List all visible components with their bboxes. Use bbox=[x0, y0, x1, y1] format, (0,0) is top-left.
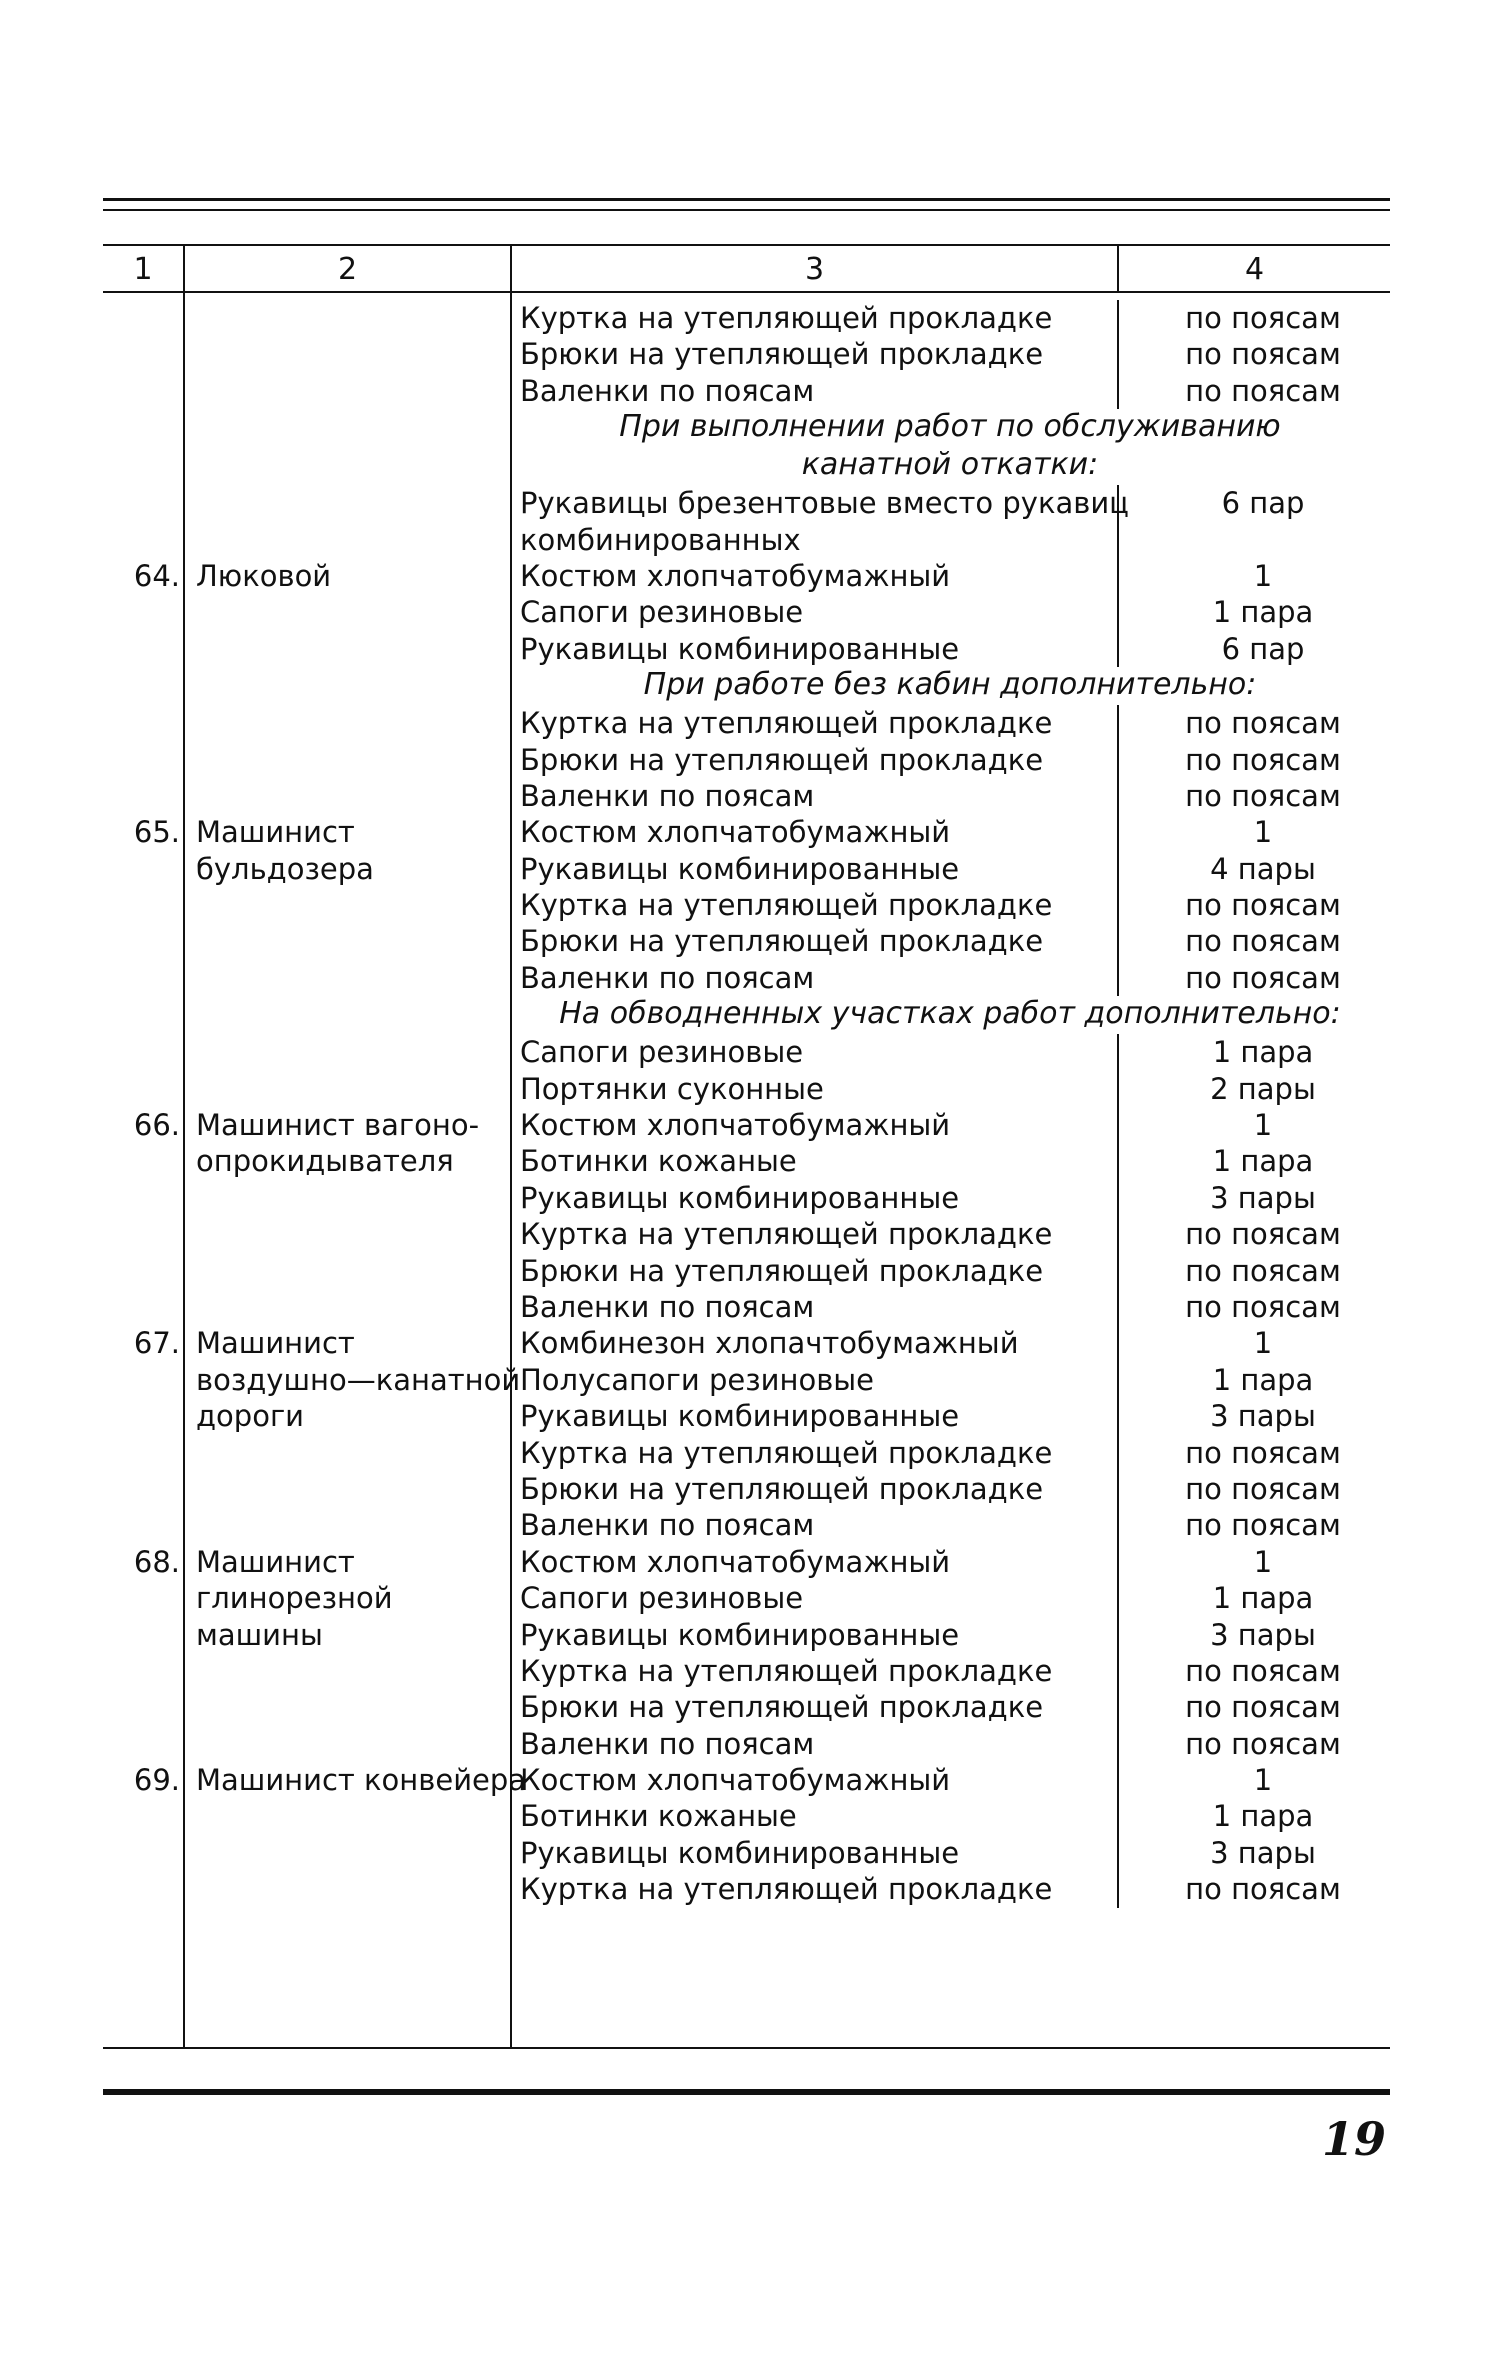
item-quantity: по поясам bbox=[1185, 1289, 1341, 1324]
profession-name: глинорезной bbox=[196, 1581, 393, 1616]
item-name: Рукавицы комбинированные bbox=[520, 1835, 960, 1870]
item-quantity: по поясам bbox=[1185, 742, 1341, 777]
table-row bbox=[0, 300, 1501, 336]
header-col-2: 2 bbox=[337, 252, 358, 287]
table-row bbox=[0, 1143, 1501, 1179]
item-quantity: по поясам bbox=[1185, 778, 1341, 813]
item-quantity: по поясам bbox=[1185, 1253, 1341, 1288]
item-quantity: 1 bbox=[1253, 1108, 1273, 1143]
header-bottom-border bbox=[103, 291, 1390, 293]
item-name: Брюки на утепляющей прокладке bbox=[520, 1690, 1044, 1725]
table-row bbox=[0, 1180, 1501, 1216]
item-name: Куртка на утепляющей прокладке bbox=[520, 1872, 1053, 1907]
table-bottom-border bbox=[103, 2047, 1390, 2049]
profession-name: опрокидывателя bbox=[196, 1144, 454, 1179]
item-name: Валенки по поясам bbox=[520, 1289, 815, 1324]
item-name: Куртка на утепляющей прокладке bbox=[520, 1217, 1053, 1252]
item-name: Костюм хлопчатобумажный bbox=[520, 1108, 951, 1143]
item-quantity: 1 пара bbox=[1212, 595, 1314, 630]
item-quantity: 3 пары bbox=[1210, 1617, 1316, 1652]
profession-name: Люковой bbox=[196, 558, 332, 593]
item-name: Сапоги резиновые bbox=[520, 1035, 804, 1070]
note-row bbox=[0, 667, 1501, 705]
item-quantity: по поясам bbox=[1185, 1690, 1341, 1725]
table-row bbox=[0, 742, 1501, 778]
table-row bbox=[0, 1253, 1501, 1289]
item-name: Сапоги резиновые bbox=[520, 1581, 804, 1616]
table-row bbox=[0, 631, 1501, 667]
item-name: Костюм хлопчатобумажный bbox=[520, 1763, 951, 1798]
row-number: 65. bbox=[133, 815, 180, 850]
table-row bbox=[0, 336, 1501, 372]
table-row bbox=[0, 1398, 1501, 1434]
table-row bbox=[0, 1507, 1501, 1543]
item-quantity: по поясам bbox=[1185, 960, 1341, 995]
item-quantity: 1 bbox=[1253, 815, 1273, 850]
table-row bbox=[0, 1835, 1501, 1871]
table-row bbox=[0, 1726, 1501, 1762]
item-name: Куртка на утепляющей прокладке bbox=[520, 706, 1053, 741]
item-name: Куртка на утепляющей прокладке bbox=[520, 888, 1053, 923]
row-number: 69. bbox=[133, 1763, 180, 1798]
table-row bbox=[0, 778, 1501, 814]
table-row bbox=[0, 1034, 1501, 1070]
item-name: Брюки на утепляющей прокладке bbox=[520, 924, 1044, 959]
item-name: Брюки на утепляющей прокладке bbox=[520, 742, 1044, 777]
item-quantity: 3 пары bbox=[1210, 1835, 1316, 1870]
profession-name: Машинист конвейера bbox=[196, 1763, 527, 1798]
table-row bbox=[0, 1798, 1501, 1834]
table-row bbox=[0, 887, 1501, 923]
item-quantity: 3 пары bbox=[1210, 1180, 1316, 1215]
item-name: Портянки суконные bbox=[520, 1071, 824, 1106]
note-row bbox=[0, 996, 1501, 1034]
table-row bbox=[0, 1362, 1501, 1398]
item-name: комбинированных bbox=[520, 522, 801, 557]
table-row bbox=[0, 594, 1501, 630]
footer-rule bbox=[103, 2089, 1390, 2095]
item-quantity: по поясам bbox=[1185, 1217, 1341, 1252]
note-row bbox=[0, 447, 1501, 485]
item-quantity: по поясам bbox=[1185, 706, 1341, 741]
item-name: Валенки по поясам bbox=[520, 1508, 815, 1543]
item-name: Сапоги резиновые bbox=[520, 595, 804, 630]
item-quantity: по поясам bbox=[1185, 301, 1341, 335]
item-name: Валенки по поясам bbox=[520, 373, 815, 408]
table-row bbox=[0, 1216, 1501, 1252]
header-col-3: 3 bbox=[804, 252, 825, 287]
table-row bbox=[0, 558, 1501, 594]
item-name: Рукавицы комбинированные bbox=[520, 1617, 960, 1652]
table-row bbox=[0, 1107, 1501, 1143]
item-quantity: по поясам bbox=[1185, 888, 1341, 923]
section-note: При выполнении работ по обслуживанию bbox=[619, 409, 1281, 445]
item-quantity: 6 пар bbox=[1221, 486, 1305, 521]
table-row bbox=[0, 814, 1501, 850]
item-name: Рукавицы комбинированные bbox=[520, 631, 960, 666]
profession-name: Машинист вагоно- bbox=[196, 1108, 480, 1143]
table-row bbox=[0, 1325, 1501, 1361]
item-name: Куртка на утепляющей прокладке bbox=[520, 301, 1053, 335]
item-name: Валенки по поясам bbox=[520, 1726, 815, 1761]
table-top-border bbox=[103, 244, 1390, 246]
profession-name: машины bbox=[196, 1617, 323, 1652]
item-quantity: 1 bbox=[1253, 1763, 1273, 1798]
table-row bbox=[0, 1617, 1501, 1653]
table-row bbox=[0, 373, 1501, 409]
profession-name: Машинист bbox=[196, 1326, 355, 1361]
top-rule-thin bbox=[103, 209, 1390, 211]
table-row bbox=[0, 1871, 1501, 1907]
table-row bbox=[0, 1471, 1501, 1507]
profession-name: дороги bbox=[196, 1399, 305, 1434]
top-rule-thick bbox=[103, 198, 1390, 201]
header-col-4: 4 bbox=[1244, 252, 1265, 287]
row-number: 66. bbox=[133, 1108, 180, 1143]
table-row bbox=[0, 1580, 1501, 1616]
item-name: Куртка на утепляющей прокладке bbox=[520, 1435, 1053, 1470]
item-quantity: 2 пары bbox=[1210, 1071, 1316, 1106]
table-row bbox=[0, 1289, 1501, 1325]
item-quantity: 1 пара bbox=[1212, 1035, 1314, 1070]
item-name: Брюки на утепляющей прокладке bbox=[520, 1253, 1044, 1288]
item-name: Ботинки кожаные bbox=[520, 1799, 797, 1834]
item-name: Рукавицы комбинированные bbox=[520, 851, 960, 886]
item-quantity: 6 пар bbox=[1221, 631, 1305, 666]
item-name: Валенки по поясам bbox=[520, 778, 815, 813]
item-name: Брюки на утепляющей прокладке bbox=[520, 337, 1044, 372]
item-quantity: по поясам bbox=[1185, 337, 1341, 372]
table-row bbox=[0, 1689, 1501, 1725]
item-quantity: по поясам bbox=[1185, 373, 1341, 408]
header-col-1: 1 bbox=[133, 252, 153, 287]
note-row bbox=[0, 409, 1501, 447]
item-quantity: по поясам bbox=[1185, 1435, 1341, 1470]
item-name: Куртка на утепляющей прокладке bbox=[520, 1653, 1053, 1688]
table-row bbox=[0, 1435, 1501, 1471]
section-note: При работе без кабин дополнительно: bbox=[643, 667, 1257, 703]
row-number: 67. bbox=[133, 1326, 180, 1361]
item-name: Полусапоги резиновые bbox=[520, 1362, 875, 1397]
item-name: Рукавицы брезентовые вместо рукавиц bbox=[520, 486, 1129, 521]
table-row bbox=[0, 1071, 1501, 1107]
item-name: Рукавицы комбинированные bbox=[520, 1399, 960, 1434]
table-row bbox=[0, 923, 1501, 959]
profession-name: Машинист bbox=[196, 815, 355, 850]
item-name: Комбинезон хлопачтобумажный bbox=[520, 1326, 1019, 1361]
item-quantity: по поясам bbox=[1185, 1872, 1341, 1907]
item-quantity: 1 пара bbox=[1212, 1144, 1314, 1179]
item-name: Рукавицы комбинированные bbox=[520, 1180, 960, 1215]
item-name: Костюм хлопчатобумажный bbox=[520, 1544, 951, 1579]
item-quantity: 1 пара bbox=[1212, 1581, 1314, 1616]
item-name: Костюм хлопчатобумажный bbox=[520, 558, 951, 593]
item-name: Брюки на утепляющей прокладке bbox=[520, 1471, 1044, 1506]
table-row bbox=[0, 1544, 1501, 1580]
profession-name: воздушно—канатной bbox=[196, 1362, 521, 1397]
item-quantity: 1 пара bbox=[1212, 1362, 1314, 1397]
item-quantity: по поясам bbox=[1185, 1726, 1341, 1761]
row-number: 68. bbox=[133, 1544, 180, 1579]
item-name: Ботинки кожаные bbox=[520, 1144, 797, 1179]
item-quantity: по поясам bbox=[1185, 924, 1341, 959]
table-body bbox=[0, 300, 1501, 1908]
profession-name: Машинист bbox=[196, 1544, 355, 1579]
table-row bbox=[0, 1653, 1501, 1689]
profession-name: бульдозера bbox=[196, 851, 374, 886]
table-row bbox=[0, 851, 1501, 887]
section-note: На обводненных участках работ дополнительно: bbox=[559, 996, 1341, 1032]
item-quantity: 1 bbox=[1253, 1544, 1273, 1579]
table-row bbox=[0, 705, 1501, 741]
section-note: канатной откатки: bbox=[801, 447, 1099, 483]
row-number: 64. bbox=[133, 558, 180, 593]
item-quantity: 1 bbox=[1253, 558, 1273, 593]
item-quantity: по поясам bbox=[1185, 1471, 1341, 1506]
page-number: 19 bbox=[1321, 2112, 1386, 2166]
table-row bbox=[0, 485, 1501, 521]
item-quantity: 1 пара bbox=[1212, 1799, 1314, 1834]
item-quantity: по поясам bbox=[1185, 1508, 1341, 1543]
item-quantity: по поясам bbox=[1185, 1653, 1341, 1688]
table-row bbox=[0, 960, 1501, 996]
item-quantity: 1 bbox=[1253, 1326, 1273, 1361]
item-name: Костюм хлопчатобумажный bbox=[520, 815, 951, 850]
item-quantity: 4 пары bbox=[1210, 851, 1316, 886]
table-row bbox=[0, 1762, 1501, 1798]
item-name: Валенки по поясам bbox=[520, 960, 815, 995]
item-quantity: 3 пары bbox=[1210, 1399, 1316, 1434]
table-row bbox=[0, 522, 1501, 558]
